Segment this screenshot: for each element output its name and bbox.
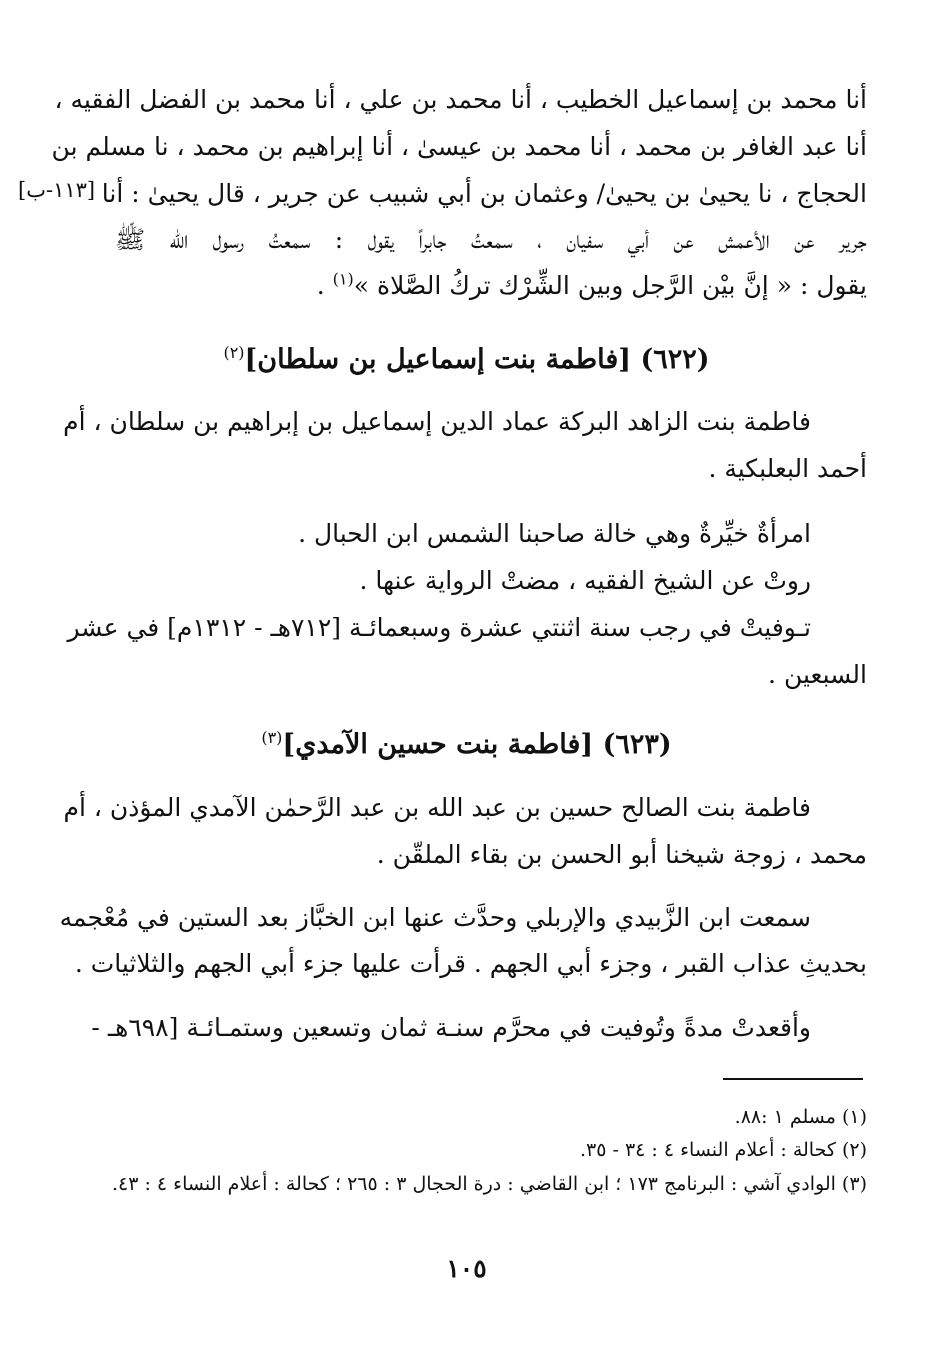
- text-line: روتْ عن الشيخ الفقيه ، مضتْ الرواية عنها .: [359, 566, 811, 595]
- manuscript-folio-marker: [١١٣-ب]: [18, 178, 96, 202]
- text-line: الحجاج ، نا يحيىٰ بن يحيىٰ/ وعثمان بن أبي شبيب عن جرير ، قال يحيىٰ : أنا: [101, 179, 867, 208]
- entry-heading-623: [0, 725, 933, 765]
- footnote-divider: [723, 1078, 863, 1080]
- text-line: تـوفيتْ في رجب سنة اثنتي عشرة وسبعمائـة [٧١٢هـ - ١٣١٢م] في عشر: [67, 613, 811, 642]
- text-line: وأقعدتْ مدةً وتُوفيت في محرَّم سنـة ثمان وتسعين وستمـائـة [٦٩٨هـ -: [91, 1013, 811, 1042]
- sentence-end: .: [316, 271, 333, 300]
- page-number: ١٠٥: [446, 1254, 487, 1283]
- footnote-1: (١) مسلم ١ :٨٨.: [734, 1106, 867, 1128]
- text-line-last: السبعين .: [768, 660, 867, 689]
- entry-title: (٦٢٣) [فاطمة بنت حسين الآمدي]: [282, 729, 672, 760]
- text-line: امرأةٌ خيِّرةٌ وهي خالة صاحبنا الشمس ابن الحبال .: [298, 519, 811, 548]
- text-line: سمعت ابن الزَّبيدي والإربلي وحدَّث عنها ابن الخبَّاز بعد الستين في مُعْجمه: [59, 903, 811, 932]
- text-line-last: أحمد البعلبكية .: [708, 454, 867, 483]
- text-line: بحديثِ عذاب القبر ، وجزء أبي الجهم . قرأت عليها جزء أبي الجهم والثلاثيات .: [74, 949, 867, 978]
- entry-title: (٦٢٢) [فاطمة بنت إسماعيل بن سلطان]: [244, 344, 710, 375]
- text-line: فاطمة بنت الصالح حسين بن عبد الله بن عبد الرَّحمٰن الآمدي المؤذن ، أم: [63, 793, 811, 822]
- text-line: أنا محمد بن إسماعيل الخطيب ، أنا محمد بن علي ، أنا محمد بن الفضل الفقيه ،: [54, 85, 867, 114]
- footnote-ref: (٣): [261, 728, 283, 747]
- text-line: أنا عبد الغافر بن محمد ، أنا محمد بن عيسىٰ ، أنا إبراهيم بن محمد ، نا مسلم بن: [51, 132, 867, 161]
- text-line-last: محمد ، زوجة شيخنا أبو الحسن بن بقاء الملقّن .: [376, 840, 867, 869]
- footnote-ref: (١): [332, 269, 354, 289]
- hadith-text: يقول : « إنَّ بيْن الرَّجل وبين الشِّرْك تركُ الصَّلاة »: [353, 271, 867, 300]
- footnote-ref: (٢): [223, 343, 245, 362]
- text-line-last: [115, 268, 867, 304]
- footnote-2: (٢) كحالة : أعلام النساء ٤ : ٣٤ - ٣٥.: [579, 1139, 867, 1161]
- text-line: فاطمة بنت الزاهد البركة عماد الدين إسماعيل بن إبراهيم بن سلطان ، أم: [63, 407, 811, 436]
- footnote-3: (٣) الوادي آشي : البرنامج ١٧٣ ؛ ابن القاضي : درة الحجال ٣ : ٢٦٥ ؛ كحالة : أعلام النساء ٤ : ٤٣.: [111, 1173, 867, 1195]
- text-line: جرير عن الأعمش عن أبي سفيان ، سمعتُ جابراً يقول : سمعتُ رسول الله ﷺ: [115, 225, 867, 254]
- entry-heading-622: [0, 340, 933, 380]
